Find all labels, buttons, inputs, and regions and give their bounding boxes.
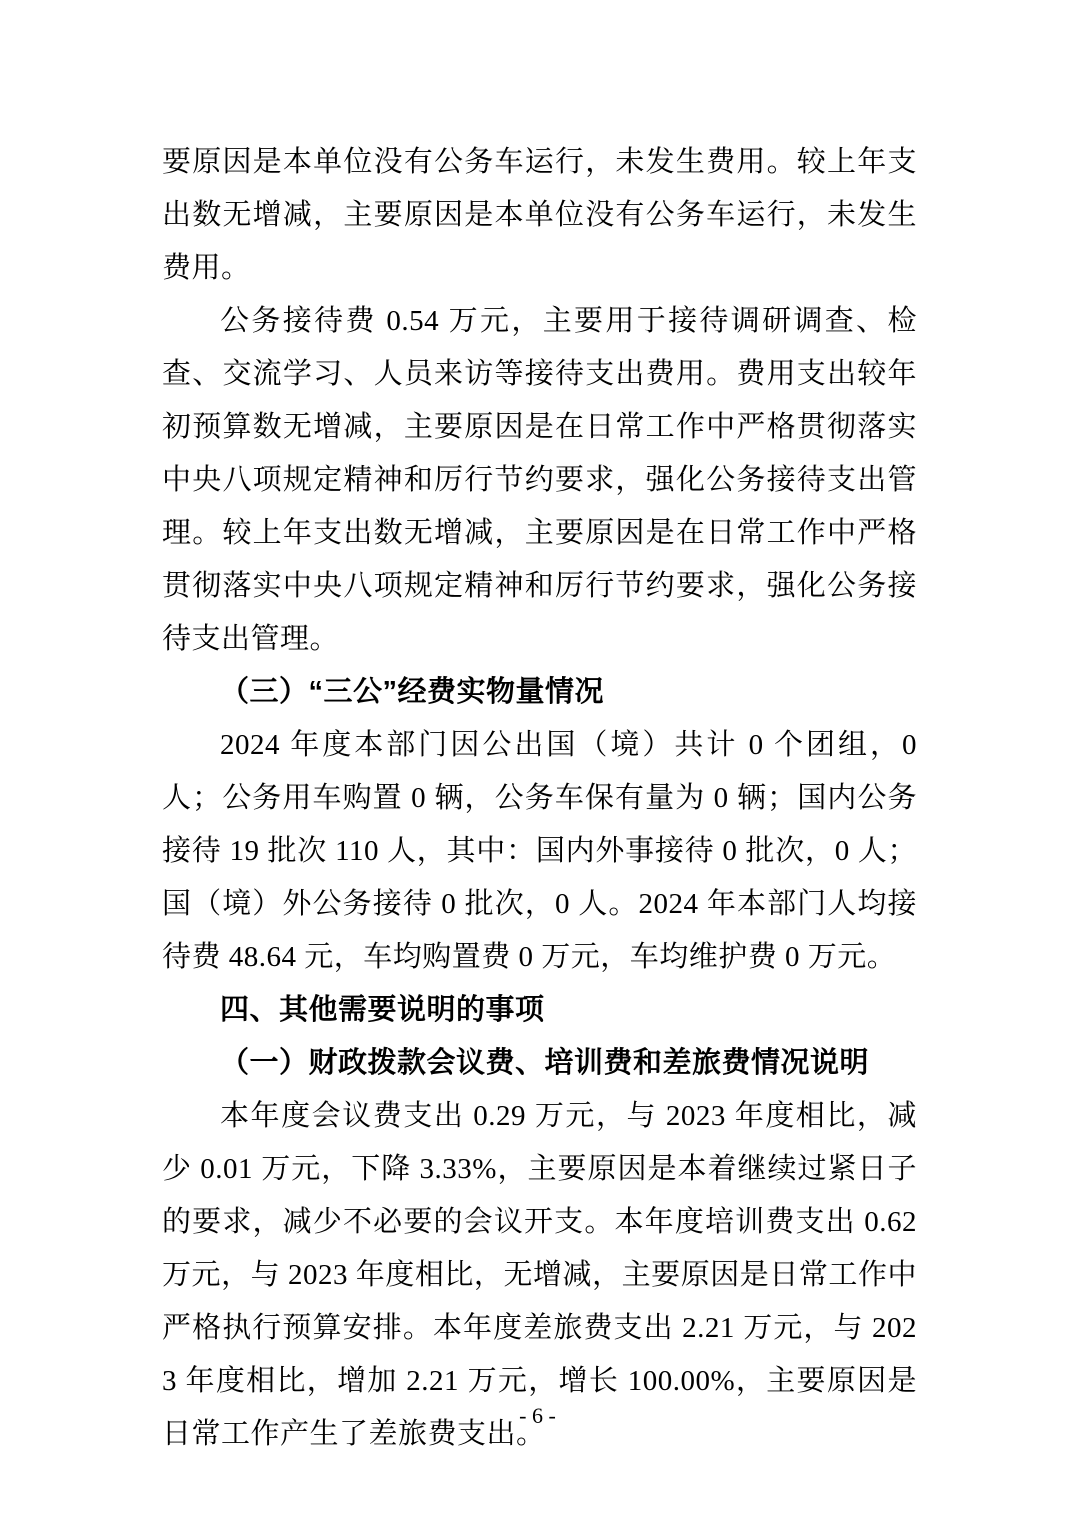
paragraph-meeting-training-travel-details: 本年度会议费支出 0.29 万元，与 2023 年度相比，减少 0.01 万元，下降 3.33%，主要原因是本着继续过紧日子的要求，减少不必要的会议开支。本年度培训费支出 0.62 万元，与 2023 年度相比，无增减，主要原因是日常工作中严格执行预算安排。本年度差旅费支出 2.21 万元，与 2023 年度相比，增加 2.21 万元，增长 100.00%，主要原因是日常工作产生了差旅费支出。 [162, 1100, 917, 1450]
heading-other-matters: 四、其他需要说明的事项 [220, 994, 545, 1026]
paragraph-vehicle-cost-continuation: 要原因是本单位没有公务车运行，未发生费用。较上年支出数无增减，主要原因是本单位没有公务车运行，未发生费用。 [162, 146, 917, 284]
page-number: - 6 - [519, 1403, 556, 1428]
paragraph-official-reception-fee: 公务接待费 0.54 万元，主要用于接待调研调查、检查、交流学习、人员来访等接待支出费用。费用支出较年初预算数无增减，主要原因是在日常工作中严格贯彻落实中央八项规定精神和厉行节约要求，强化公务接待支出管理。较上年支出数无增减，主要原因是在日常工作中严格贯彻落实中央八项规定精神和厉行节约要求，强化公务接待支出管理。 [162, 305, 917, 655]
heading-three-public-expenses-physical-quantity: （三）“三公”经费实物量情况 [220, 676, 605, 708]
paragraph-physical-quantity-details: 2024 年度本部门因公出国（境）共计 0 个团组，0 人；公务用车购置 0 辆，公务车保有量为 0 辆；国内公务接待 19 批次 110 人，其中：国内外事接待 0 批次，0 人；国（境）外公务接待 0 批次，0 人。2024 年本部门人均接待费 48.64 元，车均购置费 0 万元，车均维护费 0 万元。 [162, 729, 917, 973]
heading-meeting-training-travel-fees: （一）财政拨款会议费、培训费和差旅费情况说明 [220, 1047, 870, 1079]
